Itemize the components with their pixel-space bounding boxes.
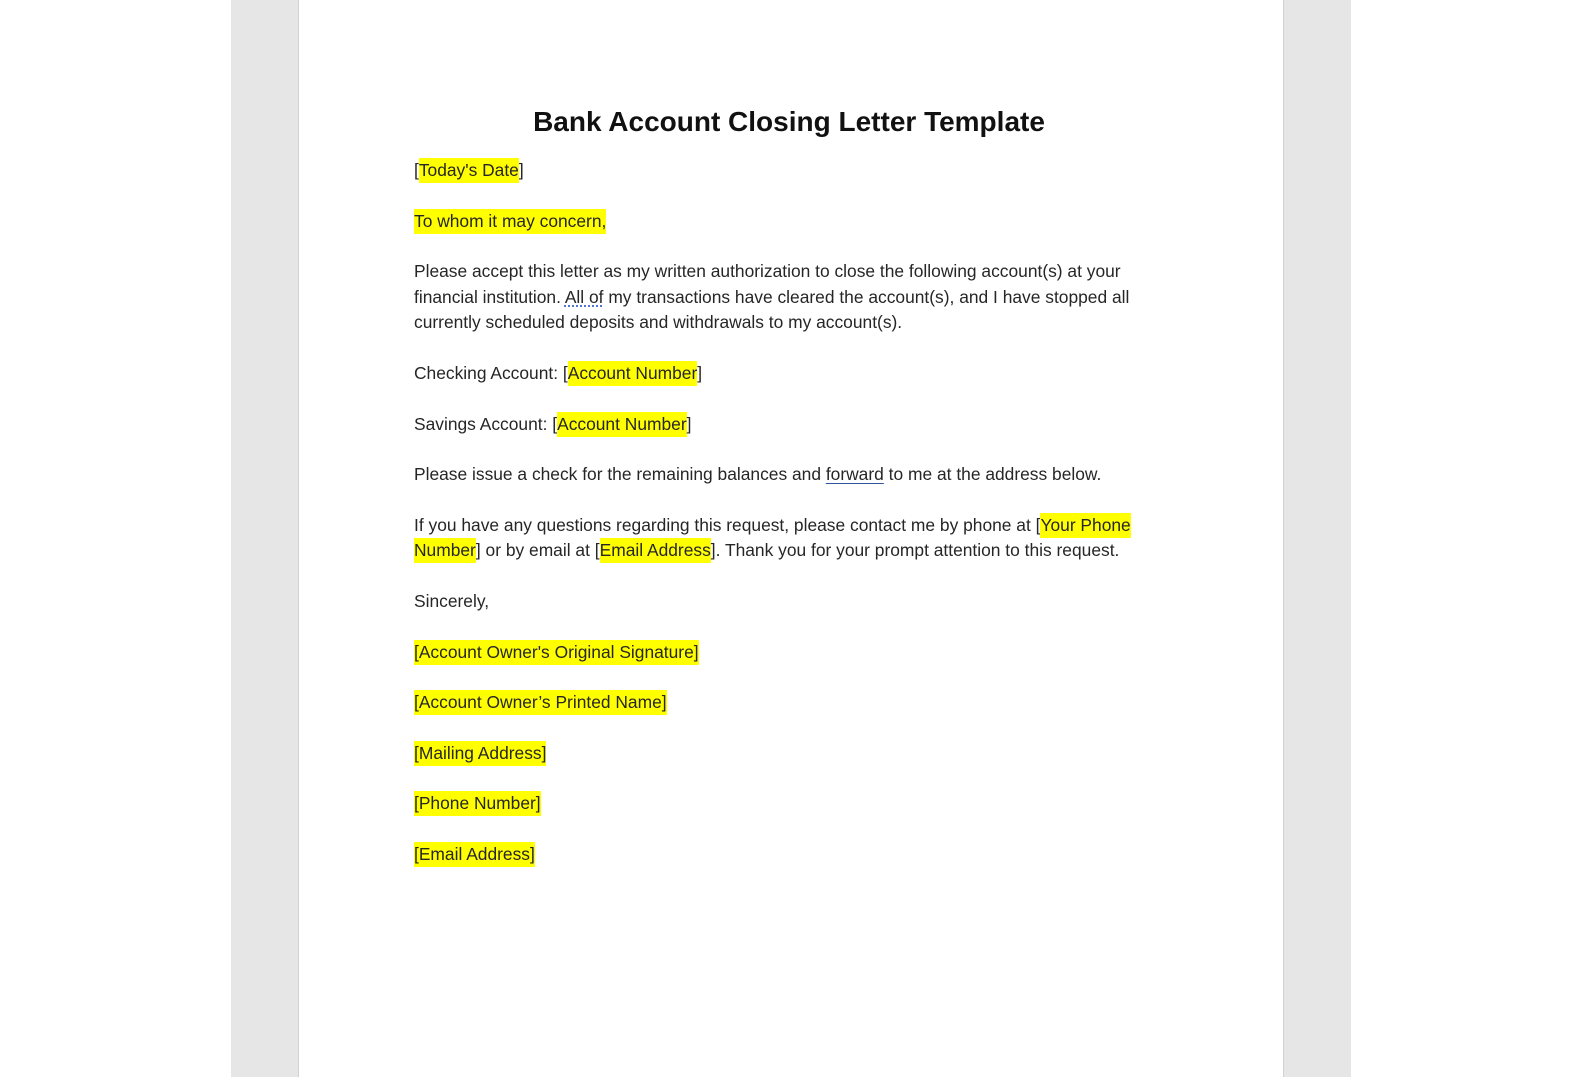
signature-line	[414, 640, 1174, 666]
contact-phone-placeholder: Your Phone Number	[414, 513, 1131, 564]
checking-account-placeholder: Account Number	[568, 361, 698, 386]
checking-account-label: Checking Account:	[414, 362, 563, 383]
issue-check-paragraph	[414, 462, 1174, 488]
issue-text-2: to me at the address below.	[883, 464, 1102, 485]
salutation-line	[414, 209, 1174, 235]
document-body[interactable]	[414, 104, 1174, 893]
checking-account-line: Checking Account: [Account Number]	[414, 361, 1174, 387]
savings-account-line: Savings Account: [Account Number]	[414, 412, 1174, 438]
grammar-flag[interactable]: All of	[564, 286, 604, 307]
date-placeholder: Today's Date	[419, 158, 519, 183]
printed-name-line	[414, 690, 1174, 716]
authorization-text-1: Please accept this letter as my written authorization to close the following account(s) at your financial institution.	[414, 261, 1121, 307]
contact-paragraph: If you have any questions regarding this request, please contact me by phone at [Your Phone Number] or by email at [Email Address]. Thank you for your prompt attention to this request.	[414, 513, 1174, 564]
phone-number-line	[414, 791, 1174, 817]
mailing-address-line	[414, 741, 1174, 767]
email-address-line	[414, 842, 1174, 868]
printed-name-placeholder: [Account Owner’s Printed Name]	[414, 690, 667, 715]
mailing-address-placeholder: [Mailing Address]	[414, 741, 546, 766]
signature-placeholder: [Account Owner's Original Signature]	[414, 640, 699, 665]
authorization-paragraph	[414, 259, 1174, 336]
closing-line: Sincerely,	[414, 590, 490, 611]
contact-text-2: or by email at	[480, 540, 595, 561]
savings-account-placeholder: Account Number	[557, 412, 687, 437]
contact-text-3: . Thank you for your prompt attention to this request.	[715, 540, 1120, 561]
issue-text-1: Please issue a check for the remaining balances and	[414, 464, 826, 485]
salutation: To whom it may concern,	[414, 209, 606, 234]
email-address-placeholder: [Email Address]	[414, 842, 535, 867]
contact-text-1: If you have any questions regarding this request, please contact me by phone at	[414, 514, 1036, 535]
date-line: [Today's Date]	[414, 158, 1174, 184]
document-page[interactable]	[298, 0, 1284, 1077]
phone-number-placeholder: [Phone Number]	[414, 791, 541, 816]
style-flag[interactable]: forward	[825, 464, 884, 485]
document-title: Bank Account Closing Letter Template	[533, 106, 1045, 137]
authorization-text-2: my transactions have cleared the account(s), and I have stopped all currently scheduled deposits and withdrawals to my account(s).	[414, 286, 1130, 333]
savings-account-label: Savings Account:	[414, 413, 553, 434]
contact-email-placeholder: Email Address	[600, 538, 711, 563]
